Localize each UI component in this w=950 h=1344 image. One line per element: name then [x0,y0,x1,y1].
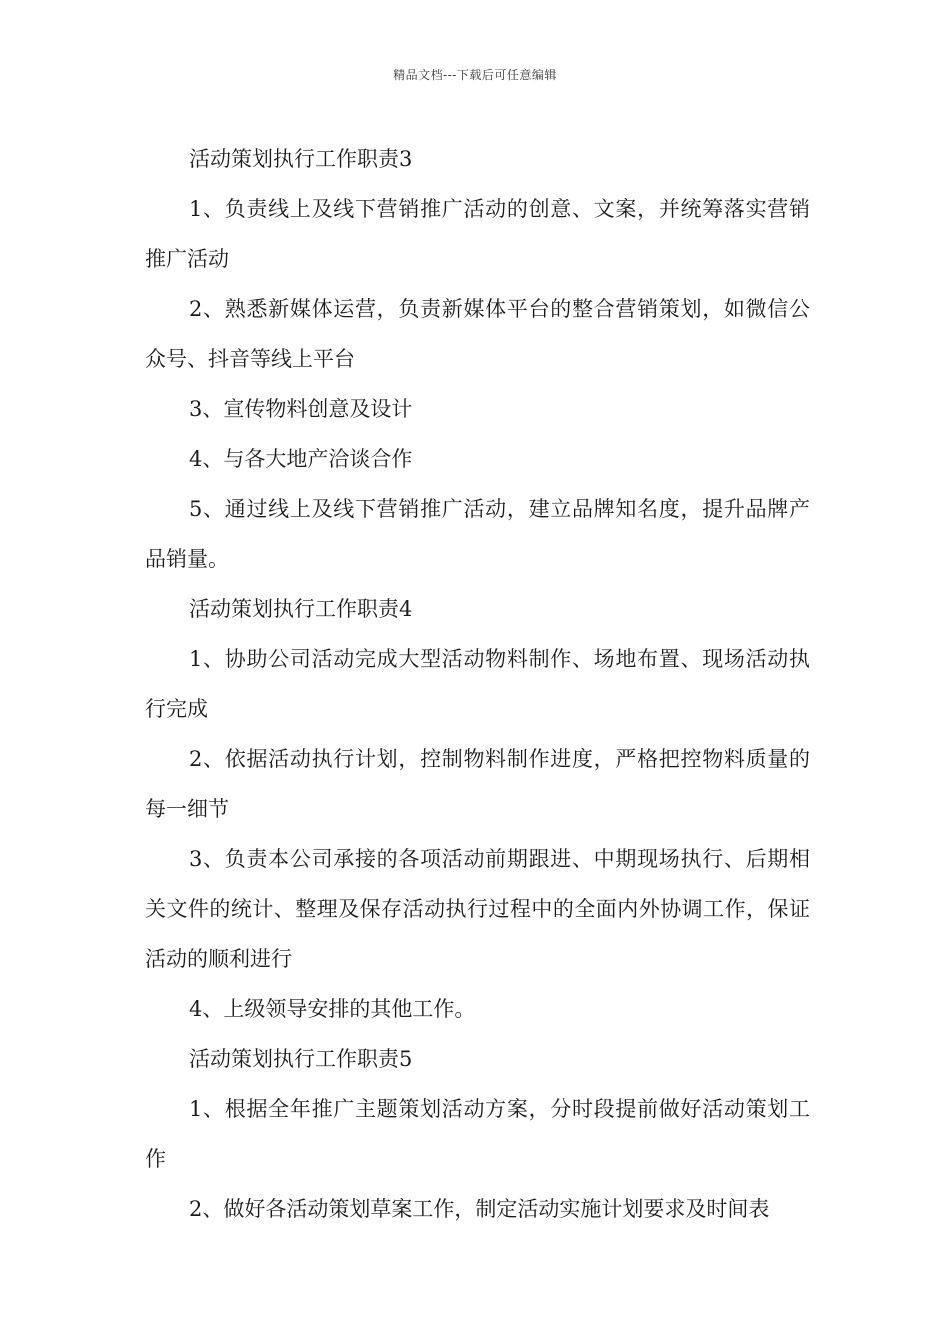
section-heading-5: 活动策划执行工作职责5 [189,1047,413,1071]
section-heading-4: 活动策划执行工作职责4 [189,597,413,621]
duty-item: 1、协助公司活动完成大型活动物料制作、场地布置、现场活动执行完成 [145,647,810,721]
duty-item: 1、负责线上及线下营销推广活动的创意、文案，并统筹落实营销推广活动 [145,197,810,271]
page-header: 精品文档---下载后可任意编辑 [393,68,557,82]
duty-item: 3、宣传物料创意及设计 [189,397,413,421]
duty-item: 2、熟悉新媒体运营，负责新媒体平台的整合营销策划，如微信公众号、抖音等线上平台 [145,297,810,371]
duty-item: 5、通过线上及线下营销推广活动，建立品牌知名度，提升品牌产品销量。 [145,497,810,571]
duty-item: 4、与各大地产洽谈合作 [189,447,413,471]
duty-item: 2、依据活动执行计划，控制物料制作进度，严格把控物料质量的每一细节 [145,747,810,821]
duty-item: 2、做好各活动策划草案工作，制定活动实施计划要求及时间表 [189,1197,770,1221]
document-body [145,134,810,1234]
section-heading-3: 活动策划执行工作职责3 [189,147,413,171]
duty-item: 1、根据全年推广主题策划活动方案，分时段提前做好活动策划工作 [145,1097,810,1171]
duty-item: 3、负责本公司承接的各项活动前期跟进、中期现场执行、后期相关文件的统计、整理及保存活动执行过程中的全面内外协调工作，保证活动的顺利进行 [145,847,810,971]
duty-item: 4、上级领导安排的其他工作。 [189,997,476,1021]
